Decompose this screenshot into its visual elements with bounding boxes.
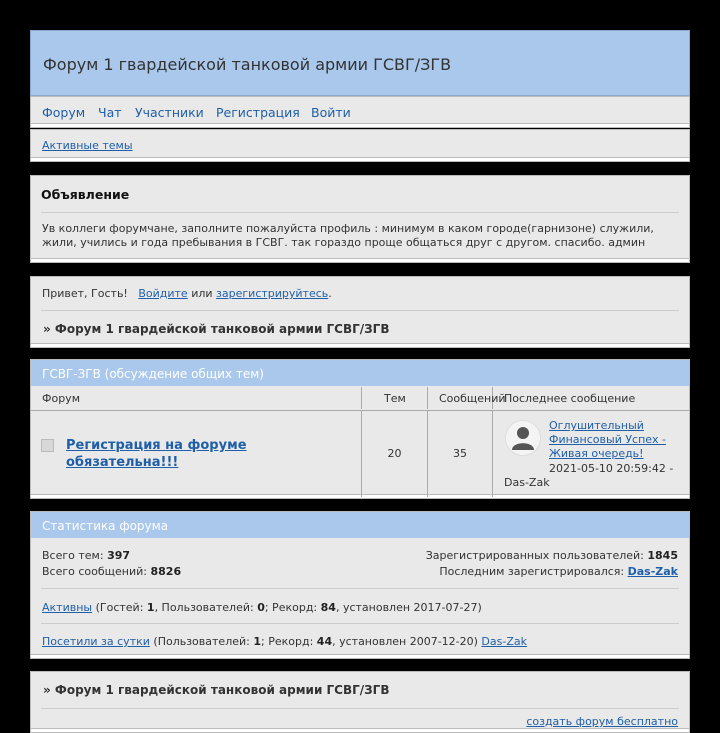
nav-chat[interactable]: Чат [98, 105, 122, 120]
last-registered-user-link[interactable]: Das-Zak [627, 565, 678, 578]
category-header [31, 360, 689, 386]
last-registered: Последним зарегистрировался: Das-Zak [439, 565, 678, 578]
forum-row [31, 410, 362, 497]
active-topics-link[interactable]: Активные темы [42, 139, 133, 152]
announcement-text: Ув коллеги форумчане, заполните пожалуйста профиль : минимум в каком городе(гарнизоне) служили, жили, учились и года пребывания в ГСВГ. так гораздо проще общаться друг с другом. спасибо. админ [42, 222, 654, 249]
forum-posts: 35 [453, 447, 467, 460]
register-link[interactable]: зарегистрируйтесь [216, 287, 329, 300]
main-nav [30, 96, 690, 128]
stats-title: Статистика форума [42, 519, 169, 533]
col-forum: Форум [31, 387, 362, 409]
total-posts: Всего сообщений: 8826 [42, 565, 182, 578]
forum-category [30, 359, 690, 499]
daily-visitors-line: Посетили за сутки (Пользователей: 1; Рекорд: 44, установлен 2007-12-20) Das-Zak [42, 635, 527, 648]
footer-box [30, 671, 690, 733]
col-last-post: Последнее сообщение [504, 392, 636, 405]
stats-header [31, 512, 689, 538]
nav-register[interactable]: Регистрация [216, 105, 300, 120]
breadcrumb: » Форум 1 гвардейской танковой армии ГСВГ/ЗГВ [43, 322, 390, 336]
login-link[interactable]: Войдите [138, 287, 188, 300]
last-post-link[interactable]: Оглушительный Финансовый Успех - Живая очередь! [549, 419, 667, 460]
user-icon [506, 421, 540, 455]
forum-status-icon [41, 439, 54, 452]
nav-login[interactable]: Войти [311, 105, 351, 120]
total-users: Зарегистрированных пользователей: 1845 [425, 549, 678, 562]
total-topics: Всего тем: 397 [42, 549, 131, 562]
forum-header [30, 30, 690, 96]
active-topics-bar [30, 129, 690, 162]
forum-last-post-cell [493, 410, 689, 497]
forum-title: Форум 1 гвардейской танковой армии ГСВГ/ЗГВ [43, 55, 452, 74]
or-text: или [191, 287, 213, 300]
greeting-box [30, 276, 690, 348]
nav-members[interactable]: Участники [135, 105, 204, 120]
greeting [42, 287, 332, 300]
create-forum-link[interactable]: создать форум бесплатно [526, 715, 678, 728]
col-topics: Тем [362, 387, 428, 409]
divider [41, 212, 679, 213]
category-title: ГСВГ-ЗГВ (обсуждение общих тем) [42, 367, 264, 381]
daily-visitor-user-link[interactable]: Das-Zak [481, 635, 527, 648]
announcement-title: Объявление [41, 187, 130, 202]
col-posts: Сообщений [428, 387, 493, 409]
dot-text: . [328, 287, 332, 300]
avatar [505, 420, 541, 456]
forum-stats [30, 511, 690, 659]
last-post-date: 2021-05-10 20:59:42 - [549, 462, 674, 475]
divider [41, 623, 679, 624]
nav-forum[interactable]: Форум [42, 105, 86, 120]
daily-visitors-link[interactable]: Посетили за сутки [42, 635, 150, 648]
divider [41, 588, 679, 589]
forum-topics-cell [362, 410, 428, 497]
forum-posts-cell [428, 410, 493, 497]
active-users-line: Активны (Гостей: 1, Пользователей: 0; Рекорд: 84, установлен 2017-07-27) [42, 601, 482, 614]
announcement [30, 175, 690, 263]
divider [41, 708, 679, 709]
active-users-link[interactable]: Активны [42, 601, 93, 614]
last-post-user: Das-Zak [504, 476, 550, 489]
footer-breadcrumb: » Форум 1 гвардейской танковой армии ГСВГ/ЗГВ [43, 683, 390, 697]
greeting-text: Привет, Гость! [42, 287, 128, 300]
forum-topics: 20 [387, 447, 402, 460]
forum-link[interactable]: Регистрация на форуме обязательна!!! [66, 438, 247, 470]
divider [41, 310, 679, 311]
